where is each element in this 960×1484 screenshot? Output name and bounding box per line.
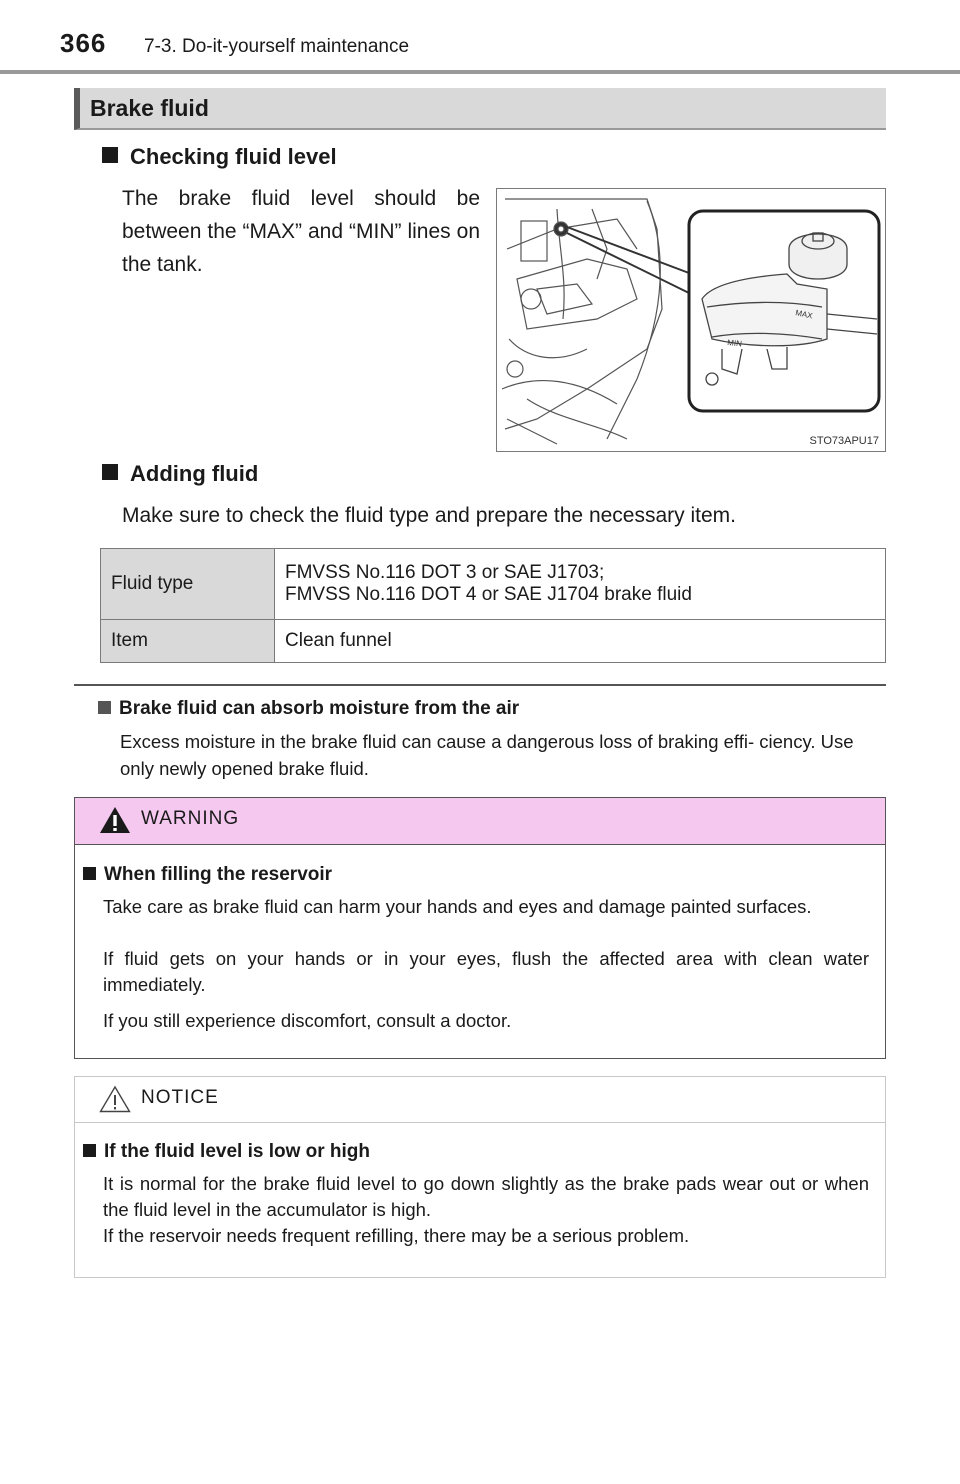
warning-triangle-icon: [99, 806, 131, 834]
section-divider: [74, 684, 886, 686]
notice-paragraph: It is normal for the brake fluid level to go down slightly as the brake pads wear out or when the fluid level in the accumulator is high.: [103, 1173, 869, 1220]
bullet-square-icon: [83, 867, 96, 880]
notice-heading-text: If the fluid level is low or high: [104, 1141, 371, 1162]
section-title-bar: [74, 88, 886, 130]
brake-reservoir-illustration: [496, 188, 886, 452]
bullet-square-icon: [102, 464, 118, 480]
warning-heading-text: When filling the reservoir: [104, 864, 333, 885]
note-heading-text: Brake fluid can absorb moisture from the air: [119, 698, 520, 719]
header-rule: [0, 70, 960, 74]
adding-heading-text: Adding fluid: [130, 461, 259, 486]
chapter-title: 7-3. Do-it-yourself maintenance: [144, 36, 410, 57]
table-row: [101, 620, 886, 663]
table-row: [101, 549, 886, 620]
bullet-square-icon: [102, 147, 118, 163]
warning-paragraph: If you still experience discomfort, consult a doctor.: [103, 1010, 512, 1031]
section-title: Brake fluid: [90, 95, 209, 121]
note-heading: [98, 698, 519, 720]
warning-paragraph: If fluid gets on your hands or in your eyes, flush the affected area with clean water immediately.: [103, 948, 869, 995]
warning-box: [74, 797, 886, 1059]
table-label-cell: Item: [101, 620, 275, 663]
figure-code: STO73APU17: [809, 435, 879, 447]
table-label-cell: Fluid type: [101, 549, 275, 620]
table-value-cell: [275, 549, 886, 620]
warning-heading: [83, 864, 332, 886]
caution-triangle-icon: [99, 1085, 131, 1113]
table-value-cell: Clean funnel: [275, 620, 886, 663]
notice-title-bar: [75, 1077, 885, 1123]
note-text: Excess moisture in the brake fluid can cause a dangerous loss of braking effi- ciency. Use only newly opened brake fluid.: [120, 731, 854, 779]
table-value-line: FMVSS No.116 DOT 3 or SAE J1703;: [285, 562, 605, 583]
min-line-label: MIN: [726, 338, 743, 349]
warning-paragraph: Take care as brake fluid can harm your hands and eyes and damage painted surfaces.: [103, 896, 812, 917]
max-line-label: MAX: [794, 308, 814, 321]
checking-heading: [102, 144, 337, 170]
warning-title-bar: [75, 798, 885, 845]
adding-text: Make sure to check the fluid type and prepare the necessary item.: [122, 504, 736, 527]
checking-text: The brake fluid level should be between the “MAX” and “MIN” lines on the tank.: [122, 187, 480, 276]
notice-box: [74, 1076, 886, 1278]
notice-heading: [83, 1141, 370, 1163]
fluid-spec-table: [100, 548, 886, 663]
warning-title: WARNING: [141, 808, 240, 829]
notice-title: NOTICE: [141, 1087, 219, 1108]
table-value-line: FMVSS No.116 DOT 4 or SAE J1704 brake fluid: [285, 584, 692, 605]
bullet-square-icon: [98, 701, 111, 714]
page-number: 366: [60, 28, 107, 58]
checking-heading-text: Checking fluid level: [130, 144, 337, 169]
engine-bay-drawing: [497, 189, 885, 451]
bullet-square-icon: [83, 1144, 96, 1157]
notice-paragraph: If the reservoir needs frequent refilling, there may be a serious problem.: [103, 1225, 690, 1246]
adding-heading: [102, 461, 258, 487]
